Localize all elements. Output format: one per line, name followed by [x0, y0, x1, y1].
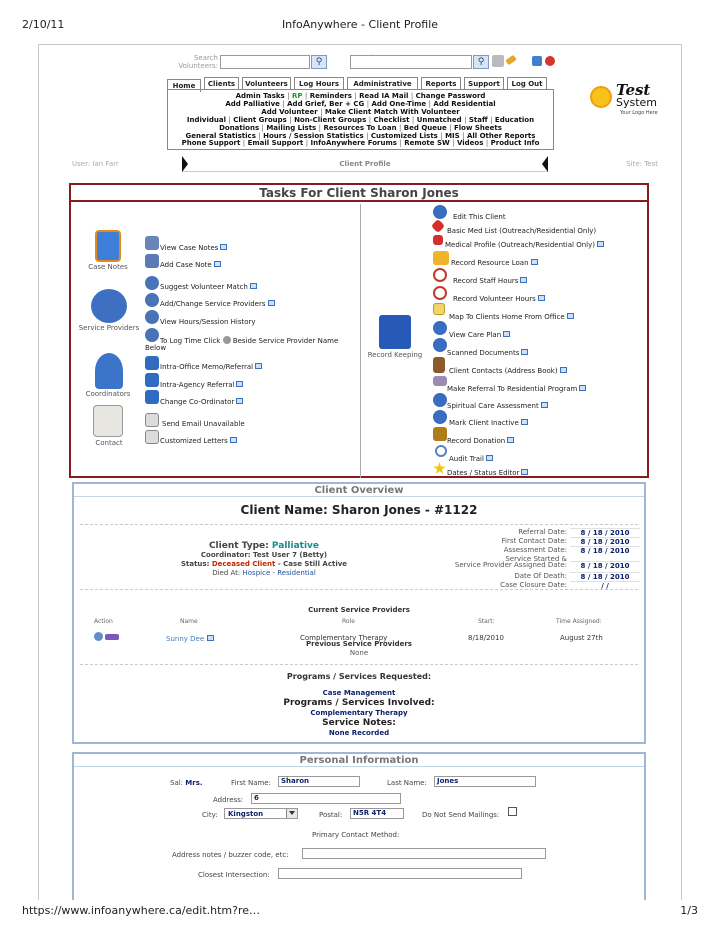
search-row — [170, 53, 570, 73]
client-overview-panel: Client Overview Client Name: Sharon Jones - #1122 Client Type: Palliative Coordinator: Test User 7 (Betty) Status: Deceased Client - Case Still Active Died At: Hospice - Residential Referral Date: 8 / 18 / 2010 First Contact Date: 8 / 18 / 2010 Assessment Date: 8 / 18 / 2010 Service Started & Service Provider Assigned Date: 8 / 18 / 2010 Date Of Death: 8 / 18 / 2010 Case Closure Date: / / Current Service Providers Action Name Role Start: Time Assigned: Sunny Dee Complementary Therapy 8/18/2010 August 27th Previous Service Providers None Programs / Services Requested: Case Management Programs / Services Involved: Complementary Therapy Service Notes: None Recorded — [72, 482, 646, 744]
clock-icon — [223, 336, 231, 344]
care-plan-icon — [433, 321, 447, 335]
no-mail-checkbox[interactable] — [508, 807, 517, 816]
windows-icon[interactable] — [532, 56, 542, 66]
menu-line-1: Admin Tasks | RP | Reminders | Read IA Mail | Change Password — [235, 92, 486, 100]
service-providers-label: Service Providers — [78, 324, 140, 332]
basic-med-list-link[interactable]: Basic Med List (Outreach/Residential Only) — [447, 227, 597, 235]
print-header — [22, 18, 698, 32]
log-time-instruction: To Log Time Click Beside Service Provider Name — [160, 337, 339, 345]
sp-role: Complementary Therapy — [300, 634, 388, 642]
menu-all-other-reports[interactable]: All Other Reports — [466, 131, 536, 140]
view-hours-history-link[interactable]: View Hours/Session History — [160, 318, 256, 326]
search-icon: ⚲ — [477, 57, 485, 67]
spiritual-care-icon — [433, 393, 447, 407]
address-input[interactable]: 6 — [251, 793, 401, 804]
case-notes-icon — [95, 230, 121, 262]
menu-individual[interactable]: Individual — [186, 115, 226, 124]
menu-forums[interactable]: InfoAnywhere Forums — [310, 139, 397, 148]
referral-icon — [145, 373, 159, 387]
intersection-input[interactable] — [278, 868, 522, 879]
menu-add-palliative[interactable]: Add Palliative — [225, 99, 280, 108]
new-window-icon — [507, 437, 514, 443]
menu-mis[interactable]: MIS — [445, 131, 460, 140]
suggest-volunteer-link[interactable]: Suggest Volunteer Match — [160, 283, 257, 291]
menu-resources-to-loan[interactable]: Resources To Loan — [323, 123, 397, 132]
menu-line-5: Donations | Mailing Lists | Resources To Loan | Bed Queue | Flow Sheets — [219, 123, 502, 132]
menu-general-statistics[interactable]: General Statistics — [185, 131, 256, 140]
volunteer-hours-clock-icon — [433, 286, 447, 300]
address-label: Address: — [213, 796, 244, 804]
referral-date: 8 / 18 / 2010 — [570, 528, 640, 537]
menu-add-grief[interactable]: Add Grief, Ber + CG — [287, 99, 365, 108]
tab-home[interactable]: Home — [167, 79, 201, 92]
assessment-date: 8 / 18 / 2010 — [570, 546, 640, 555]
chevron-down-icon[interactable] — [286, 809, 297, 818]
sp-time-assigned: August 27th — [560, 634, 603, 642]
record-keeping-label: Record Keeping — [367, 351, 423, 359]
add-change-providers-link[interactable]: Add/Change Service Providers — [160, 300, 275, 308]
previous-sp-title: Previous Service Providers — [306, 640, 412, 648]
sun-icon — [590, 86, 612, 108]
mark-inactive-icon — [433, 410, 447, 424]
menu-rp[interactable]: RP — [291, 92, 303, 100]
personal-info-panel — [72, 752, 646, 900]
service-providers-icon — [91, 289, 127, 323]
add-note-icon — [145, 254, 159, 268]
change-coordinator-link[interactable]: Change Co-Ordinator — [160, 398, 243, 406]
search-clients-input[interactable] — [350, 55, 472, 69]
tab-volunteers[interactable]: Volunteers — [242, 77, 291, 90]
menu-make-match[interactable]: Make Client Match With Volunteer — [324, 107, 460, 116]
menu-line-2: Add Palliative | Add Grief, Ber + CG | Add One-Time | Add Residential — [225, 99, 496, 108]
new-window-icon — [521, 419, 528, 425]
tasks-divider — [360, 204, 361, 478]
medical-profile-icon — [433, 235, 443, 245]
divider — [80, 589, 638, 590]
menu-reminders[interactable]: Reminders — [309, 92, 352, 100]
tab-reports[interactable]: Reports — [421, 77, 461, 90]
logo: Test System Your Logo Here — [586, 80, 676, 120]
sp-name-link[interactable]: Sunny Dee — [166, 635, 214, 643]
make-referral-link[interactable]: Make Referral To Residential Program — [447, 385, 586, 393]
new-window-icon — [236, 381, 243, 387]
sal-label: Sal: Mrs. — [170, 779, 203, 787]
record-donation-link[interactable]: Record Donation — [447, 437, 514, 445]
new-window-icon — [486, 455, 493, 461]
notes-value: None Recorded — [328, 729, 390, 737]
date-of-death: 8 / 18 / 2010 — [570, 572, 640, 581]
menu-videos[interactable]: Videos — [456, 139, 484, 148]
new-window-icon — [531, 259, 538, 265]
staff-hours-clock-icon — [433, 268, 447, 282]
add-case-note-link[interactable]: Add Case Note — [160, 261, 221, 269]
menu-add-residential[interactable]: Add Residential — [433, 99, 496, 108]
menu-unmatched[interactable]: Unmatched — [416, 115, 462, 124]
subheader — [72, 156, 658, 172]
new-window-icon — [560, 367, 567, 373]
status-value: Deceased Client — [211, 560, 276, 568]
menu-email-support[interactable]: Email Support — [247, 139, 304, 148]
sal-value[interactable]: Mrs. — [185, 779, 203, 787]
menu-client-groups[interactable]: Client Groups — [233, 115, 287, 124]
city-select[interactable]: Kingston — [224, 808, 298, 819]
client-profile-title: Client Profile — [339, 160, 391, 168]
view-case-notes-link[interactable]: View Case Notes — [160, 244, 227, 252]
add-provider-icon — [145, 293, 159, 307]
current-sp-title: Current Service Providers — [308, 606, 410, 614]
email-icon — [145, 413, 159, 427]
prev-arrow-icon[interactable] — [182, 156, 188, 172]
residential-bed-icon — [433, 376, 447, 386]
tab-administrative[interactable]: Administrative — [347, 77, 418, 90]
menu-hours-statistics[interactable]: Hours / Session Statistics — [263, 131, 364, 140]
current-site: Site: Test — [626, 160, 658, 168]
record-resource-loan-link[interactable]: Record Resource Loan — [451, 259, 538, 267]
menu-flow-sheets[interactable]: Flow Sheets — [453, 123, 502, 132]
client-name: Client Name: Sharon Jones - #1122 — [240, 503, 478, 517]
postal-label: Postal: — [319, 811, 343, 819]
menu-non-client-groups[interactable]: Non-Client Groups — [294, 115, 367, 124]
new-window-icon — [567, 313, 574, 319]
menu-product-info[interactable]: Product Info — [490, 139, 540, 148]
tab-log-hours[interactable]: Log Hours — [294, 77, 344, 90]
tasks-title: Tasks For Client Sharon Jones — [71, 185, 647, 202]
contact-icon — [93, 405, 123, 437]
home-menu — [167, 89, 554, 150]
involved-value: Complementary Therapy — [310, 709, 408, 717]
divider — [80, 524, 638, 525]
menu-line-4: Individual | Client Groups | Non-Client Groups | Checklist | Unmatched | Staff | Education — [186, 115, 535, 124]
contact-label: Contact — [95, 439, 123, 447]
pencil-icon[interactable] — [505, 55, 517, 66]
intra-agency-referral-link[interactable]: Intra-Agency Referral — [160, 381, 243, 389]
search-icon: ⚲ — [315, 57, 323, 67]
menu-customized-lists[interactable]: Customized Lists — [370, 131, 438, 140]
dates-status-editor-link[interactable]: Dates / Status Editor — [447, 469, 528, 477]
new-window-icon — [579, 385, 586, 391]
no-mail-label: Do Not Send Mailings: — [422, 811, 500, 819]
change-coordinator-icon — [145, 390, 159, 404]
scanned-documents-link[interactable]: Scanned Documents — [447, 349, 528, 357]
city-label: City: — [202, 811, 218, 819]
record-staff-hours-link[interactable]: Record Staff Hours — [453, 277, 527, 285]
th-time-assigned: Time Assigned: — [556, 618, 602, 625]
medical-profile-link[interactable]: Medical Profile (Outreach/Residential Only) — [445, 241, 604, 249]
new-window-icon — [236, 398, 243, 404]
menu-read-ia-mail[interactable]: Read IA Mail — [359, 92, 409, 100]
th-start: Start: — [478, 618, 495, 625]
resource-loan-icon — [433, 251, 449, 265]
menu-donations[interactable]: Donations — [219, 123, 260, 132]
client-summary: Client Type: Palliative Coordinator: Test User 7 (Betty) Status: Deceased Client - Case Still Active Died At: Hospice - Residential — [144, 542, 384, 578]
next-arrow-icon[interactable] — [542, 156, 548, 172]
new-window-icon — [538, 295, 545, 301]
print-date: 2/10/11 — [22, 18, 65, 31]
client-contacts-link[interactable]: Client Contacts (Address Book) — [449, 367, 567, 375]
menu-line-6: General Statistics | Hours / Session Statistics | Customized Lists | MIS | All Other Reports — [185, 131, 536, 140]
first-contact-date: 8 / 18 / 2010 — [570, 537, 640, 546]
first-name-label: First Name: — [231, 779, 271, 787]
search-volunteers-label: Search Volunteers: — [178, 54, 218, 70]
previous-sp-none: None — [349, 649, 369, 657]
tab-support[interactable]: Support — [464, 77, 504, 90]
menu-change-password[interactable]: Change Password — [415, 92, 486, 100]
sp-start: 8/18/2010 — [468, 634, 504, 642]
new-window-icon — [597, 241, 604, 247]
log-time-icon — [145, 328, 159, 342]
record-volunteer-hours-link[interactable]: Record Volunteer Hours — [453, 295, 545, 303]
tasks-panel — [69, 183, 649, 478]
edit-client-icon — [433, 205, 447, 219]
current-user: User: Ian Farr — [72, 160, 119, 168]
magnifier-icon — [435, 445, 447, 457]
memo-icon — [145, 356, 159, 370]
letters-icon — [145, 430, 159, 444]
primary-contact-label: Primary Contact Method: — [312, 831, 400, 839]
died-at: Hospice - Residential — [242, 569, 316, 577]
new-window-icon — [521, 349, 528, 355]
print-footer — [22, 904, 698, 918]
new-window-icon — [255, 363, 262, 369]
menu-add-one-time[interactable]: Add One-Time — [371, 99, 427, 108]
coordinators-icon — [95, 353, 123, 389]
new-window-icon — [521, 469, 528, 475]
address-notes-input[interactable] — [302, 848, 546, 859]
client-profile-bar — [182, 156, 548, 172]
logout-icon[interactable] — [545, 56, 555, 66]
search-volunteers-input[interactable] — [220, 55, 310, 69]
postal-input[interactable]: N5R 4T4 — [350, 808, 404, 819]
coordinator: Coordinator: Test User 7 (Betty) — [200, 551, 328, 559]
customized-letters-link[interactable]: Customized Letters — [160, 437, 237, 445]
personal-info-header: Personal Information — [74, 754, 644, 767]
last-name-label: Last Name: — [387, 779, 427, 787]
tab-log-out[interactable]: Log Out — [507, 77, 547, 90]
service-started-date: 8 / 18 / 2010 — [570, 561, 640, 570]
client-overview-header: Client Overview — [74, 484, 644, 497]
new-window-icon — [503, 331, 510, 337]
new-window-icon — [214, 261, 221, 267]
send-email-unavailable: Send Email Unavailable — [162, 420, 245, 428]
log-time-below: Below — [145, 344, 167, 352]
edit-client-link[interactable]: Edit This Client — [453, 213, 506, 221]
map-home-icon — [433, 303, 445, 315]
mark-client-inactive-link[interactable]: Mark Client Inactive — [449, 419, 528, 427]
search-clients-button[interactable] — [473, 55, 489, 69]
menu-education[interactable]: Education — [494, 115, 535, 124]
programs-value: Case Management — [322, 689, 396, 697]
print-icon[interactable] — [492, 55, 504, 67]
menu-mailing-lists[interactable]: Mailing Lists — [266, 123, 317, 132]
new-window-icon — [541, 402, 548, 408]
print-page: 1/3 — [680, 904, 698, 917]
client-type: Palliative — [271, 541, 320, 551]
new-window-icon — [268, 300, 275, 306]
menu-phone-support[interactable]: Phone Support — [181, 139, 241, 148]
audit-trail-link[interactable]: Audit Trail — [449, 455, 493, 463]
tab-clients[interactable]: Clients — [204, 77, 239, 90]
menu-remote-sw[interactable]: Remote SW — [404, 139, 450, 148]
intra-office-memo-link[interactable]: Intra-Office Memo/Referral — [160, 363, 262, 371]
case-closure-date: / / — [570, 581, 640, 590]
view-care-plan-link[interactable]: View Care Plan — [449, 331, 510, 339]
coordinators-label: Coordinators — [85, 390, 131, 398]
print-title: InfoAnywhere - Client Profile — [281, 18, 439, 31]
involved-title: Programs / Services Involved: — [283, 698, 435, 708]
suggest-match-icon — [145, 276, 159, 290]
print-url: https://www.infoanywhere.ca/edit.htm?re… — [22, 904, 261, 917]
intersection-label: Closest Intersection: — [198, 871, 270, 879]
new-window-icon — [250, 283, 257, 289]
star-icon — [433, 462, 446, 475]
notes-title: Service Notes: — [322, 718, 396, 728]
map-to-home-link[interactable]: Map To Clients Home From Office — [449, 313, 574, 321]
last-name-input[interactable]: Jones — [434, 776, 536, 787]
new-window-icon — [520, 277, 527, 283]
menu-staff[interactable]: Staff — [468, 115, 488, 124]
case-notes-label: Case Notes — [88, 263, 128, 271]
address-book-icon — [433, 357, 445, 373]
spiritual-care-link[interactable]: Spiritual Care Assessment — [447, 402, 548, 410]
th-action: Action — [94, 618, 113, 625]
record-keeping-icon — [379, 315, 411, 349]
menu-line-7: Phone Support | Email Support | InfoAnywhere Forums | Remote SW | Videos | Product Info — [181, 139, 540, 148]
new-window-icon — [230, 437, 237, 443]
view-notes-icon — [145, 236, 159, 250]
donation-icon — [433, 427, 447, 441]
menu-checklist[interactable]: Checklist — [373, 115, 410, 124]
programs-title: Programs / Services Requested: — [286, 672, 432, 681]
menu-add-volunteer[interactable]: Add Volunteer — [261, 107, 318, 116]
th-name: Name — [180, 618, 198, 625]
divider — [80, 664, 638, 665]
scanned-docs-icon — [433, 338, 447, 352]
menu-admin-tasks[interactable]: Admin Tasks — [235, 92, 285, 100]
med-list-icon — [431, 219, 445, 233]
th-role: Role — [342, 618, 355, 625]
first-name-input[interactable]: Sharon — [278, 776, 360, 787]
menu-line-3: Add Volunteer | Make Client Match With Volunteer — [261, 107, 460, 116]
menu-bed-queue[interactable]: Bed Queue — [403, 123, 447, 132]
new-window-icon — [220, 244, 227, 250]
hours-history-icon — [145, 310, 159, 324]
address-notes-label: Address notes / buzzer code, etc: — [172, 851, 289, 859]
